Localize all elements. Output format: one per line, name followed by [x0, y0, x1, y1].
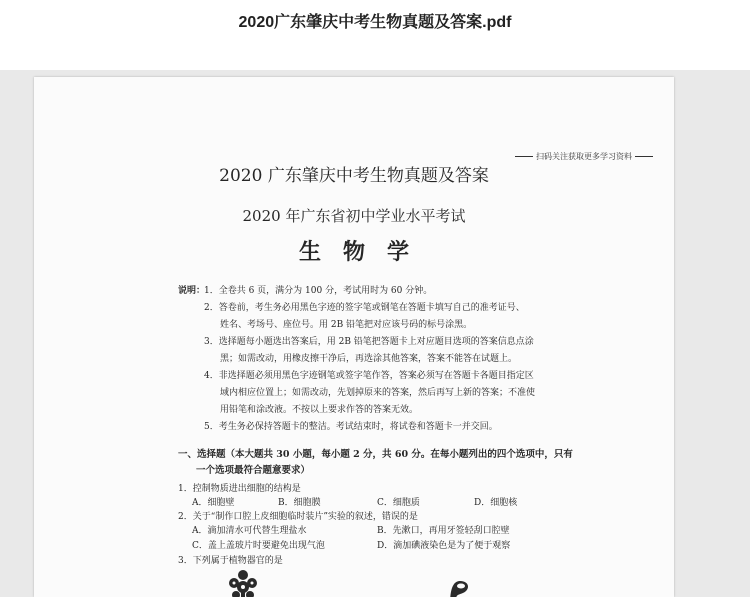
side-note-text: 扫码关注获取更多学习资料 [536, 152, 632, 161]
question-1-stem: 1．控制物质进出细胞的结构是 [178, 484, 301, 494]
plant-tissue-image [224, 565, 262, 597]
question-2-option: C．盖上盖玻片时要避免出现气泡 [192, 541, 325, 551]
question-1-option: D．细胞核 [474, 498, 518, 508]
instruction-line: 用铅笔和涂改液。不按以上要求作答的答案无效。 [220, 405, 419, 415]
instruction-line: 1．全卷共 6 页，满分为 100 分，考试用时为 60 分钟。 [204, 286, 433, 296]
divider [635, 156, 653, 157]
question-1-option: A．细胞壁 [192, 498, 235, 508]
section-title-cont: 一个选项最符合题意要求） [196, 465, 311, 476]
divider [515, 156, 533, 157]
instruction-line: 2．答卷前，考生务必用黑色字迹的签字笔或钢笔在答题卡填写自己的准考证号、 [204, 303, 525, 313]
instructions-label: 说明： [178, 286, 206, 296]
instruction-line: 3．选择题每小题选出答案后，用 2B 铅笔把答题卡上对应题目选项的答案信息点涂 [204, 337, 534, 347]
section-heading [178, 447, 573, 479]
file-title: 2020广东肇庆中考生物真题及答案.pdf [238, 14, 512, 31]
pdf-page [34, 77, 674, 597]
question-1-option: B．细胞膜 [278, 498, 321, 508]
subject-title: 生物学 [298, 239, 431, 265]
instruction-line: 5．考生务必保持答题卡的整洁。考试结束时，将试卷和答题卡一并交回。 [204, 422, 498, 432]
question-2-option: D．滴加碘液染色是为了便于观察 [377, 541, 511, 551]
section-title: 一、选择题（本大题共 30 小题，每小题 2 分，共 60 分。在每小题列出的四个选项中，只有 [178, 449, 573, 460]
question-3-stem: 3．下列属于植物器官的是 [178, 556, 283, 566]
instruction-line: 黑；如需改动，用橡皮擦干净后，再选涂其他答案，答案不能答在试题上。 [220, 354, 518, 364]
instruction-line: 4．非选择题必须用黑色字迹钢笔或签字笔作答，答案必须写在答题卡各题目指定区 [204, 371, 534, 381]
document-title: 2020 广东肇庆中考生物真题及答案 [219, 166, 489, 186]
exam-title: 2020 年广东省初中学业水平考试 [242, 207, 466, 225]
question-2-option: B．先漱口，再用牙签轻刮口腔壁 [377, 526, 510, 536]
question-2-option: A．滴加清水可代替生理盐水 [192, 526, 307, 536]
instruction-line: 域内相应位置上；如需改动，先划掉原来的答案，然后再写上新的答案；不准使 [220, 388, 536, 398]
pdf-viewer-header [0, 0, 750, 70]
question-1-option: C．细胞质 [377, 498, 420, 508]
question-2-stem: 2．关于“制作口腔上皮细胞临时装片”实验的叙述，错误的是 [178, 512, 418, 522]
instruction-line: 姓名、考场号、座位号。用 2B 铅笔把对应该号码的标号涂黑。 [220, 320, 473, 330]
plant-organ-image [444, 577, 474, 597]
